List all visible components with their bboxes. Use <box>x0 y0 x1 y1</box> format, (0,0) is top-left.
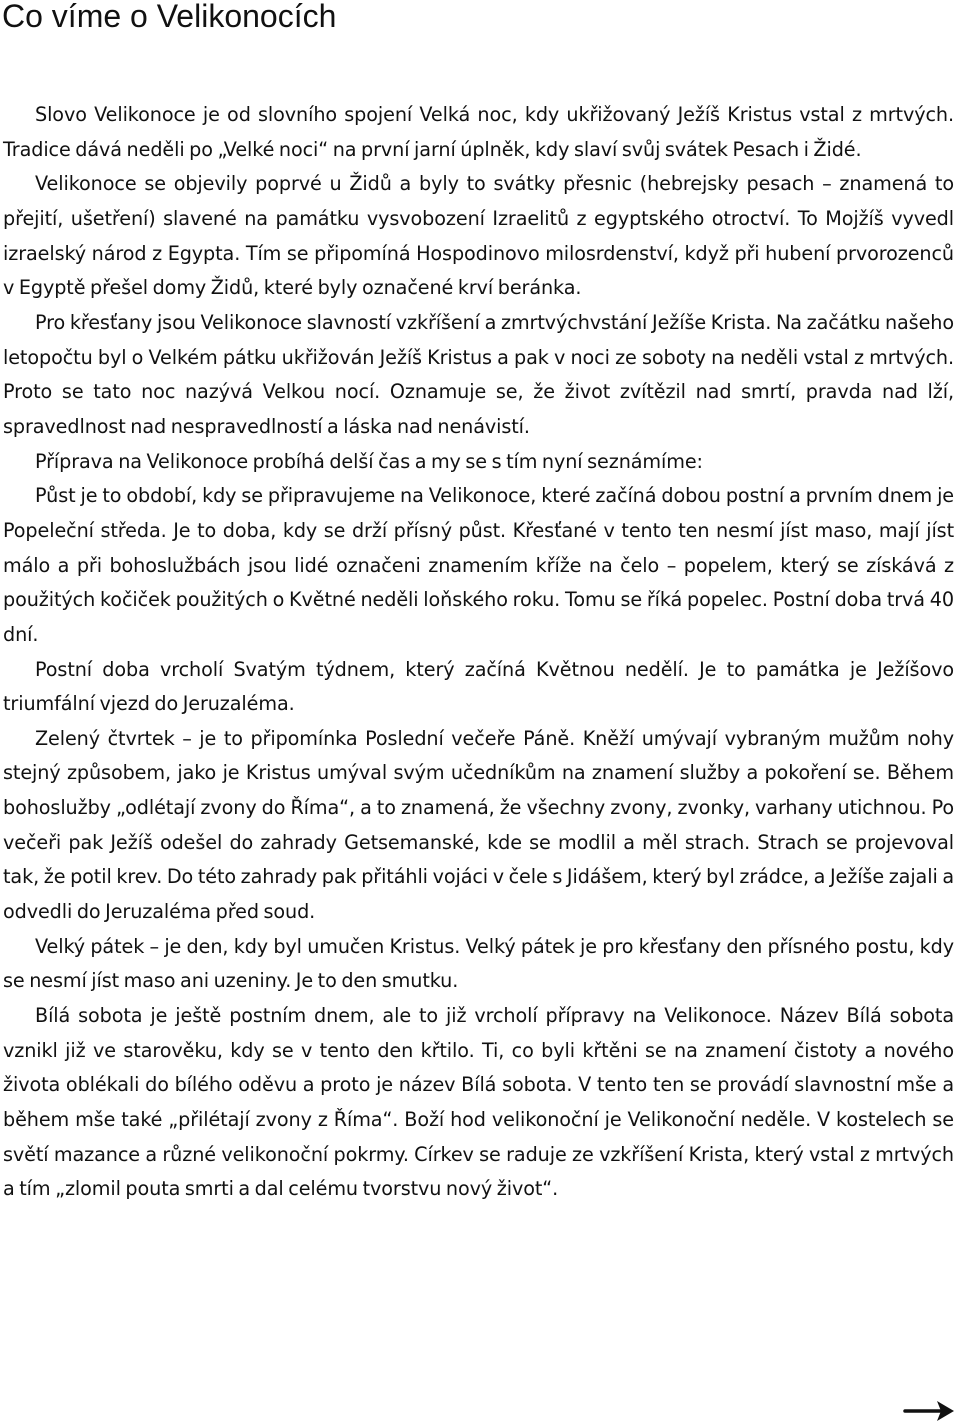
paragraph: Půst je to období, kdy se připravujeme na Velikonoce, které začíná dobou postní a prvním dnem je Popeleční středa. Je to doba, kdy se drží přísný půst. Křesťané v tento ten nesmí jíst maso, mají jíst málo a při bohoslužbách jsou lidé označeni znamením kříže na čelo – popelem, který se získává z použitých kočiček použitých o Květné neděli loňského roku. Tomu se říká popelec. Postní doba trvá 40 dní. <box>3 484 954 646</box>
paragraph: Slovo Velikonoce je od slovního spojení Velká noc, kdy ukřižovaný Ježíš Kristus vstal z mrtvých. Tradice dává neděli po „Velké noci“ na první jarní úplněk, kdy slaví svůj svátek Pesach i Židé. <box>3 103 954 161</box>
paragraph: Bílá sobota je ještě postním dnem, ale to již vrcholí přípravy na Velikonoce. Název Bílá sobota vznikl již ve starověku, kdy se v tento den křtilo. Ti, co byli křtěni se na znamení čistoty a nového života oblékali do bílého oděvu a proto je název Bílá sobota. V tento ten se provádí slavnostní mše a během mše také „přilétají zvony z Říma“. Boží hod velikonoční je Velikonoční neděle. V kostelech se světí mazance a různé velikonoční pokrmy. Církev se raduje ze vzkříšení Krista, který vstal z mrtvých a tím „zlomil pouta smrti a dal celému tvorstvu nový život“. <box>3 1004 954 1201</box>
paragraph: Velikonoce se objevily poprvé u Židů a byly to svátky přesnic (hebrejsky pesach – znamená to přejití, ušetření) slavené na památku vysvobození Izraelitů z egyptského otroctví. To Mojžíš vyvedl izraelský národ z Egypta. Tím se připomíná Hospodinovo milosrdenství, když při hubení prvorozenců v Egyptě přešel domy Židů, které byly označené krví beránka. <box>3 172 954 300</box>
arrow-right-icon[interactable] <box>903 1398 955 1424</box>
paragraph: Velký pátek – je den, kdy byl umučen Kristus. Velký pátek je pro křesťany den přísného postu, kdy se nesmí jíst maso ani uzeniny. Je to den smutku. <box>3 934 954 993</box>
paragraph: Zelený čtvrtek – je to připomínka Poslední večeře Páně. Kněží umývají vybraným mužům nohy stejný způsobem, jako je Kristus umýval svým učedníkům na znamení služby a pokoření se. Během bohoslužby „odlétají zvony do Říma“, a to znamená, že všechny zvony, zvonky, varhany utichnou. Po večeři pak Ježíš odešel do zahrady Getsemanské, kde se modlil a měl strach. Strach se projevoval tak, že potil krev. Do této zahrady pak přitáhli vojáci v čele s Jidášem, který byl zrádce, a Ježíše zajali a odvedli do Jeruzaléma před soud. <box>3 726 954 924</box>
document-body <box>3 98 954 1207</box>
paragraph: Příprava na Velikonoce probíhá delší čas a my se s tím nyní seznámíme: <box>35 449 703 473</box>
paragraph: Pro křesťany jsou Velikonoce slavností vzkříšení a zmrtvýchvstání Ježíše Krista. Na začátku našeho letopočtu byl o Velkém pátku ukřižován Ježíš Kristus a pak v noci ze soboty na neděli vstal z mrtvých. Proto se tato noc nazývá Velkou nocí. Oznamuje se, že život zvítězil nad smrtí, pravda nad lží, spravedlnost nad nespravedlností a láska nad nenávistí. <box>3 310 954 438</box>
paragraph: Postní doba vrcholí Svatým týdnem, který začíná Květnou nedělí. Je to památka je Ježíšovo triumfální vjezd do Jeruzaléma. <box>3 657 954 716</box>
document-title: Co víme o Velikonocích <box>2 0 337 34</box>
